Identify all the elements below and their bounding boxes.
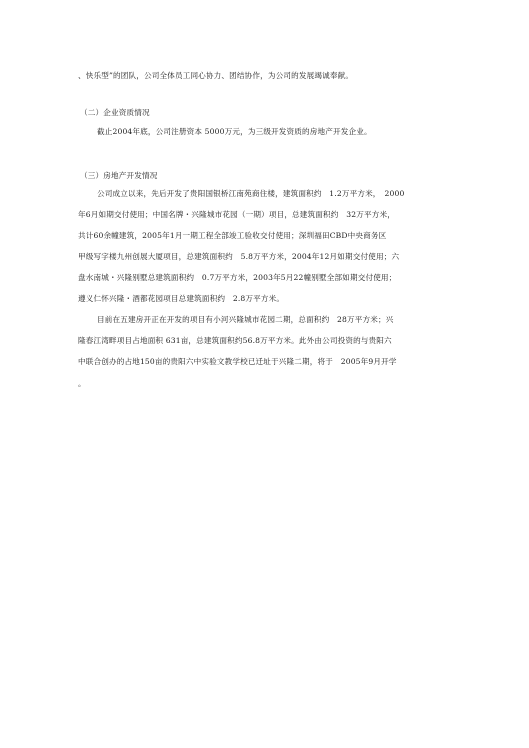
section-3-line-3: 共计60余幢建筑，2005年1月一期工程全部竣工验收交付使用；深圳福田CBD中央商务区 xyxy=(78,231,387,240)
section-3-line-2: 年6月如期交付使用；中国名牌・兴隆城市花园（一期）项目，总建筑面积约 32万平方米， xyxy=(78,210,395,219)
section-3-para2-line-1: 目前在五建房开正在开发的项目有小河兴隆城市花园二期，总面积约 28万平方米；兴 xyxy=(97,315,394,324)
section-3-line-5: 盘水南城・兴隆别墅总建筑面积约 0.7万平方米，2003年5月22幢别墅全部如期交付使用； xyxy=(78,273,397,282)
section-3-line-6: 遵义仁怀兴隆・酒都花园项目总建筑面积约 2.8万平方米。 xyxy=(78,294,285,303)
intro-line: 、快乐型”的团队，公司全体员工同心协力、团结协作，为公司的发展竭诚奉献。 xyxy=(78,71,354,80)
section-3-para2-line-4: 。 xyxy=(78,379,86,388)
section-3-para2-line-3: 中联合创办的占地150亩的贵阳六中实验文教学校已迁址于兴隆二期，将于 2005年9月开学 xyxy=(78,357,397,366)
section-3-heading: （三）房地产开发情况 xyxy=(80,171,158,180)
section-3-line-1: 公司成立以来，先后开发了贵阳国银桥江南苑商住楼，建筑面积约 1.2万平方米， 2000 xyxy=(97,189,405,198)
section-2-text: 截止2004年底，公司注册资本 5000万元，为三级开发资质的房地产开发企业。 xyxy=(97,127,372,136)
section-3-para2-line-2: 隆春江湾畔项目占地面积 631亩，总建筑面积约56.8万平方米。此外由公司投资的与贵阳六 xyxy=(78,336,392,345)
section-2-heading: （二）企业资质情况 xyxy=(80,108,150,117)
section-3-line-4: 甲级写字楼九州创展大厦项目，总建筑面积约 5.8万平方米，2004年12月如期交付使用；六 xyxy=(78,252,400,261)
